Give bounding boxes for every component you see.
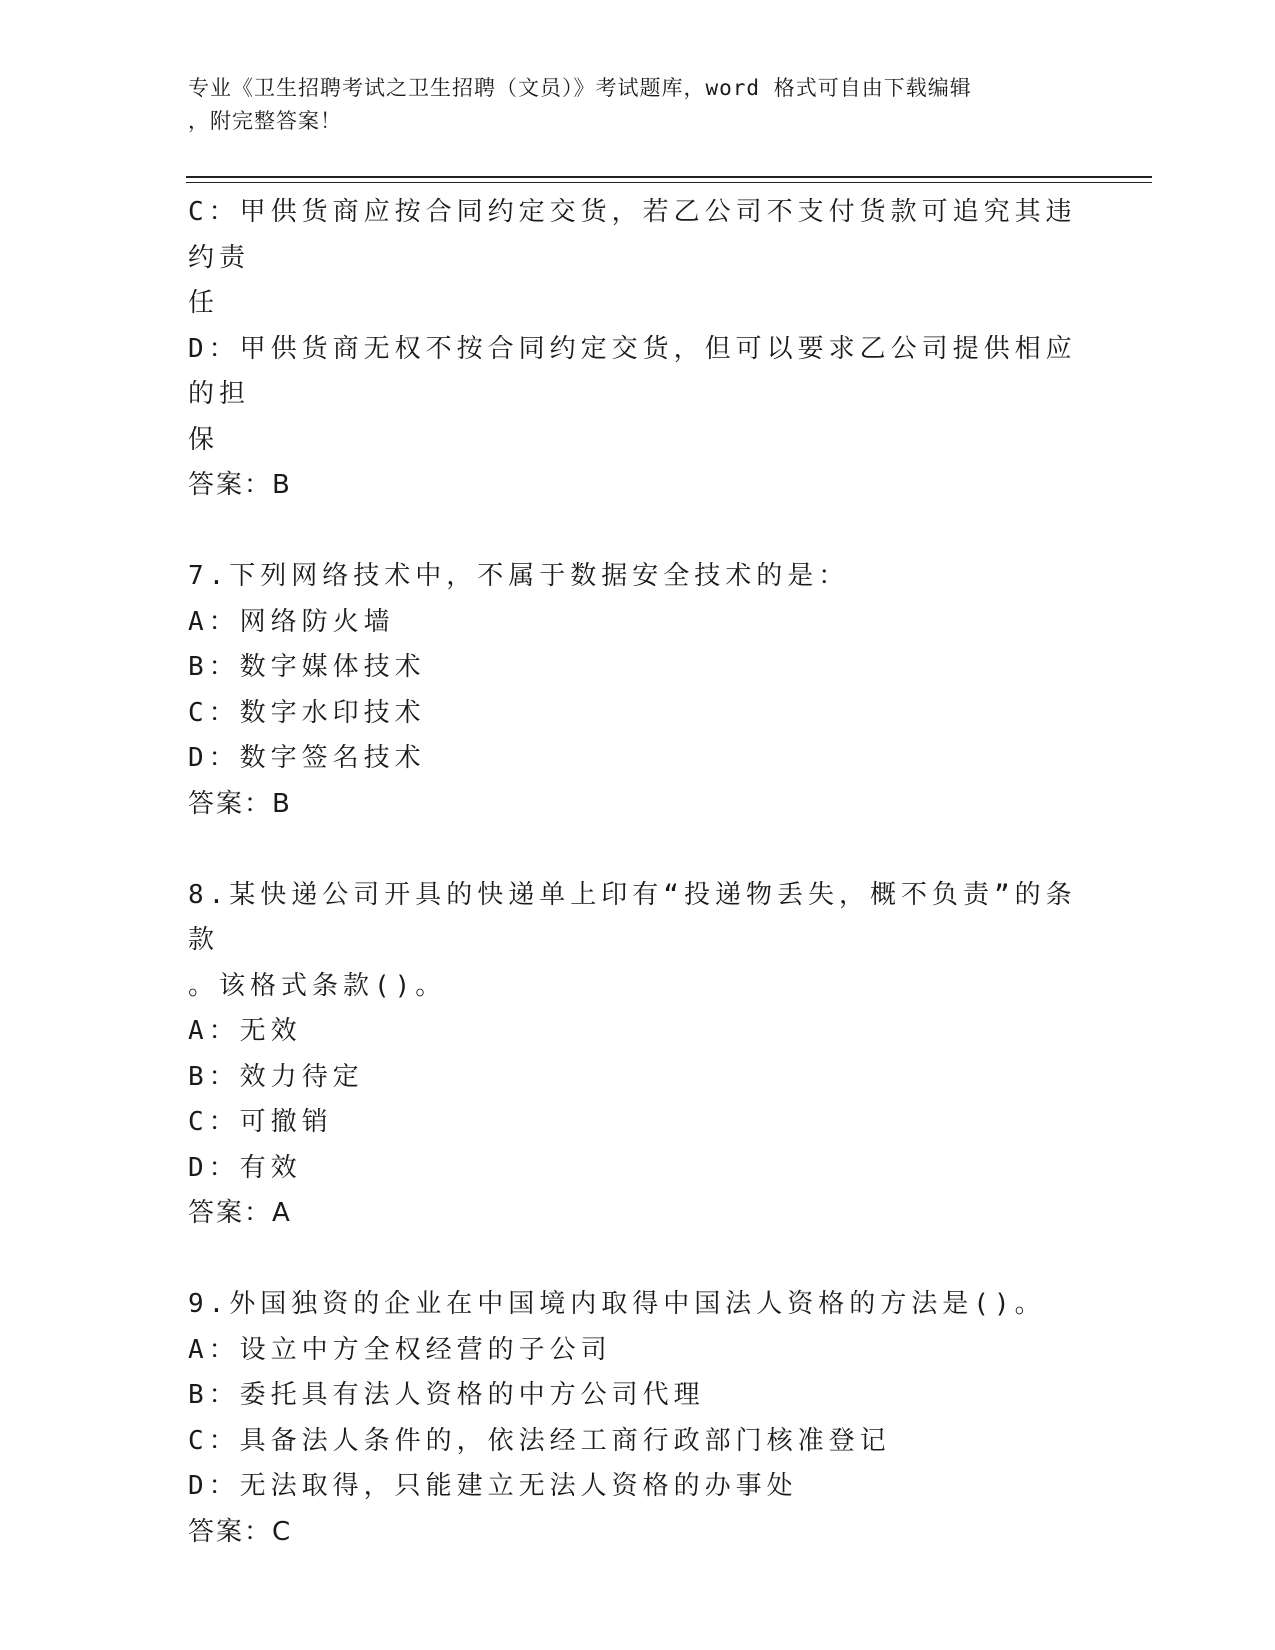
option-c: C：数字水印技术 [188,697,426,728]
option-line: C：甲供货商应按合同约定交货，若乙公司不支付货款可追究其违约责 [188,197,1077,273]
spacer [188,827,1088,873]
option-line: D：甲供货商无权不按合同约定交货，但可以要求乙公司提供相应的担 [188,333,1077,409]
option-d [188,327,1088,464]
option-c: C：具备法人条件的，依法经工商行政部门核准登记 [188,1425,891,1456]
option-line: 保 [188,424,220,455]
answer-label: 答案：B [188,788,292,819]
header-line-2: ，附完整答案！ [188,109,342,133]
option-b: B：数字媒体技术 [188,652,426,682]
question-stem: 9.外国独资的企业在中国境内取得中国法人资格的方法是()。 [188,1289,1046,1319]
answer-label: 答案：A [188,1198,292,1228]
option-c: C：可撤销 [188,1107,333,1137]
question-content [188,190,1088,1555]
option-a: A：设立中方全权经营的子公司 [188,1334,612,1365]
option-c [188,190,1088,327]
header-divider-thin [186,182,1152,183]
header-line-1: 专业《卫生招聘考试之卫生招聘（文员）》考试题库，word 格式可自由下载编辑 [188,76,972,100]
answer-label: 答案：C [188,1516,293,1547]
option-a: A：无效 [188,1016,302,1046]
option-a: A：网络防火墙 [188,606,395,637]
spacer [188,509,1088,555]
option-b: B：效力待定 [188,1061,364,1092]
answer-label: 答案：B [188,470,292,500]
option-d: D：有效 [188,1152,302,1183]
spacer [188,1237,1088,1283]
document-header [188,72,1068,138]
previous-question [188,190,1088,509]
option-line: 任 [188,288,220,318]
question-8 [188,873,1088,1237]
header-divider-thick [186,176,1152,178]
question-stem-continued: 。该格式条款()。 [188,970,447,1001]
option-b: B：委托具有法人资格的中方公司代理 [188,1380,705,1410]
question-9 [188,1282,1088,1555]
question-stem: 8.某快递公司开具的快递单上印有“投递物丢失，概不负责”的条款 [188,879,1077,955]
question-stem: 7.下列网络技术中，不属于数据安全技术的是： [188,561,850,591]
option-d: D：数字签名技术 [188,743,426,773]
option-d: D：无法取得，只能建立无法人资格的办事处 [188,1471,798,1501]
question-7 [188,554,1088,827]
